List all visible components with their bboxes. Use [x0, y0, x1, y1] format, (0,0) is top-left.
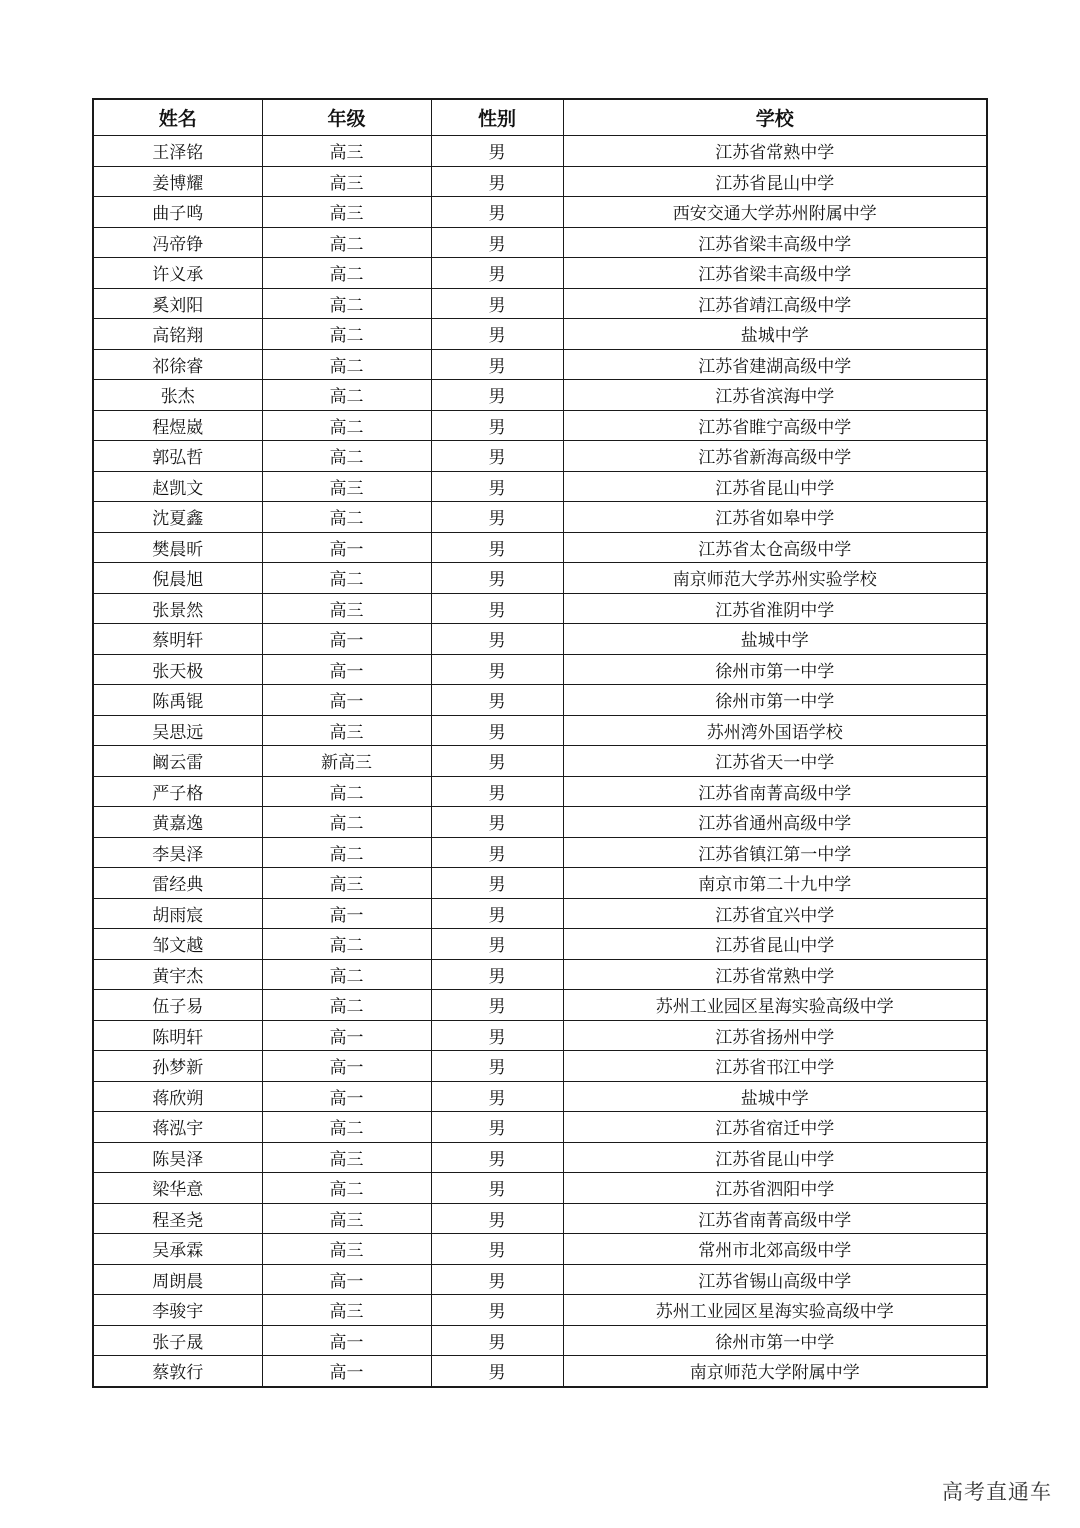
- cell-school: 苏州工业园区星海实验高级中学: [563, 1295, 987, 1326]
- cell-gender: 男: [431, 746, 563, 777]
- cell-grade: 高二: [262, 1173, 431, 1204]
- cell-name: 程煜崴: [93, 410, 262, 441]
- header-row: [93, 99, 987, 136]
- cell-name: 高铭翔: [93, 319, 262, 350]
- cell-gender: 男: [431, 319, 563, 350]
- cell-name: 王泽铭: [93, 136, 262, 167]
- cell-name: 祁徐睿: [93, 349, 262, 380]
- table-row: [93, 1295, 987, 1326]
- cell-gender: 男: [431, 197, 563, 228]
- cell-gender: 男: [431, 1264, 563, 1295]
- cell-grade: 新高三: [262, 746, 431, 777]
- cell-name: 黄嘉逸: [93, 807, 262, 838]
- cell-grade: 高三: [262, 715, 431, 746]
- cell-gender: 男: [431, 532, 563, 563]
- cell-school: 江苏省建湖高级中学: [563, 349, 987, 380]
- cell-name: 张子晟: [93, 1325, 262, 1356]
- table-row: [93, 471, 987, 502]
- cell-grade: 高三: [262, 471, 431, 502]
- cell-grade: 高一: [262, 1264, 431, 1295]
- cell-name: 蒋欣朔: [93, 1081, 262, 1112]
- cell-gender: 男: [431, 1112, 563, 1143]
- cell-grade: 高二: [262, 837, 431, 868]
- cell-grade: 高二: [262, 807, 431, 838]
- cell-gender: 男: [431, 410, 563, 441]
- cell-gender: 男: [431, 624, 563, 655]
- cell-name: 邹文越: [93, 929, 262, 960]
- cell-grade: 高一: [262, 532, 431, 563]
- cell-gender: 男: [431, 1020, 563, 1051]
- cell-school: 江苏省昆山中学: [563, 1142, 987, 1173]
- cell-name: 陈明轩: [93, 1020, 262, 1051]
- cell-gender: 男: [431, 1234, 563, 1265]
- cell-grade: 高三: [262, 1234, 431, 1265]
- cell-grade: 高二: [262, 227, 431, 258]
- column-header-gender: 性别: [431, 99, 563, 136]
- cell-grade: 高二: [262, 1112, 431, 1143]
- cell-school: 苏州湾外国语学校: [563, 715, 987, 746]
- cell-school: 江苏省南菁高级中学: [563, 776, 987, 807]
- cell-name: 雷经典: [93, 868, 262, 899]
- cell-school: 盐城中学: [563, 319, 987, 350]
- cell-gender: 男: [431, 502, 563, 533]
- cell-name: 曲子鸣: [93, 197, 262, 228]
- cell-gender: 男: [431, 1173, 563, 1204]
- table-row: [93, 502, 987, 533]
- cell-school: 江苏省太仓高级中学: [563, 532, 987, 563]
- cell-gender: 男: [431, 380, 563, 411]
- cell-name: 蔡敦行: [93, 1356, 262, 1387]
- cell-name: 陈昊泽: [93, 1142, 262, 1173]
- cell-gender: 男: [431, 654, 563, 685]
- table-row: [93, 929, 987, 960]
- table-row: [93, 563, 987, 594]
- table-row: [93, 1203, 987, 1234]
- cell-name: 孙梦新: [93, 1051, 262, 1082]
- cell-school: 江苏省靖江高级中学: [563, 288, 987, 319]
- cell-grade: 高一: [262, 1356, 431, 1387]
- cell-gender: 男: [431, 1051, 563, 1082]
- cell-grade: 高一: [262, 685, 431, 716]
- cell-school: 江苏省锡山高级中学: [563, 1264, 987, 1295]
- cell-grade: 高三: [262, 868, 431, 899]
- cell-school: 江苏省通州高级中学: [563, 807, 987, 838]
- cell-gender: 男: [431, 136, 563, 167]
- cell-school: 盐城中学: [563, 624, 987, 655]
- cell-school: 徐州市第一中学: [563, 685, 987, 716]
- cell-gender: 男: [431, 868, 563, 899]
- table-row: [93, 349, 987, 380]
- cell-grade: 高二: [262, 563, 431, 594]
- table-row: [93, 868, 987, 899]
- cell-school: 江苏省天一中学: [563, 746, 987, 777]
- cell-name: 奚刘阳: [93, 288, 262, 319]
- cell-gender: 男: [431, 166, 563, 197]
- cell-name: 伍子易: [93, 990, 262, 1021]
- table-row: [93, 685, 987, 716]
- watermark-text: 高考直通车: [942, 1480, 1052, 1504]
- table-row: [93, 1264, 987, 1295]
- cell-grade: 高三: [262, 1295, 431, 1326]
- cell-grade: 高二: [262, 319, 431, 350]
- cell-gender: 男: [431, 441, 563, 472]
- cell-school: 江苏省滨海中学: [563, 380, 987, 411]
- cell-name: 张天极: [93, 654, 262, 685]
- cell-gender: 男: [431, 1081, 563, 1112]
- cell-grade: 高三: [262, 593, 431, 624]
- cell-school: 江苏省梁丰高级中学: [563, 258, 987, 289]
- cell-name: 陈禹锟: [93, 685, 262, 716]
- cell-name: 李昊泽: [93, 837, 262, 868]
- cell-school: 江苏省泗阳中学: [563, 1173, 987, 1204]
- cell-name: 梁华意: [93, 1173, 262, 1204]
- cell-school: 盐城中学: [563, 1081, 987, 1112]
- cell-grade: 高二: [262, 776, 431, 807]
- cell-gender: 男: [431, 807, 563, 838]
- cell-gender: 男: [431, 288, 563, 319]
- cell-name: 张杰: [93, 380, 262, 411]
- cell-grade: 高二: [262, 410, 431, 441]
- cell-school: 江苏省南菁高级中学: [563, 1203, 987, 1234]
- table-row: [93, 1112, 987, 1143]
- cell-school: 常州市北郊高级中学: [563, 1234, 987, 1265]
- cell-name: 赵凯文: [93, 471, 262, 502]
- cell-gender: 男: [431, 929, 563, 960]
- cell-name: 姜博耀: [93, 166, 262, 197]
- cell-school: 江苏省昆山中学: [563, 471, 987, 502]
- cell-grade: 高一: [262, 624, 431, 655]
- table-row: [93, 1020, 987, 1051]
- cell-name: 倪晨旭: [93, 563, 262, 594]
- cell-school: 江苏省常熟中学: [563, 959, 987, 990]
- table-row: [93, 197, 987, 228]
- cell-grade: 高二: [262, 990, 431, 1021]
- cell-name: 李骏宇: [93, 1295, 262, 1326]
- table-row: [93, 1234, 987, 1265]
- table-row: [93, 380, 987, 411]
- cell-gender: 男: [431, 1356, 563, 1387]
- cell-gender: 男: [431, 1295, 563, 1326]
- cell-name: 蔡明轩: [93, 624, 262, 655]
- cell-name: 阚云雷: [93, 746, 262, 777]
- table-row: [93, 1325, 987, 1356]
- cell-name: 沈夏鑫: [93, 502, 262, 533]
- table-row: [93, 227, 987, 258]
- cell-gender: 男: [431, 258, 563, 289]
- cell-school: 江苏省宜兴中学: [563, 898, 987, 929]
- cell-gender: 男: [431, 837, 563, 868]
- cell-grade: 高三: [262, 197, 431, 228]
- cell-grade: 高一: [262, 1020, 431, 1051]
- cell-school: 江苏省昆山中学: [563, 929, 987, 960]
- table-row: [93, 837, 987, 868]
- table-row: [93, 288, 987, 319]
- cell-grade: 高二: [262, 349, 431, 380]
- table-row: [93, 319, 987, 350]
- cell-name: 樊晨昕: [93, 532, 262, 563]
- cell-name: 周朗晨: [93, 1264, 262, 1295]
- cell-gender: 男: [431, 685, 563, 716]
- cell-school: 江苏省扬州中学: [563, 1020, 987, 1051]
- cell-school: 南京师范大学附属中学: [563, 1356, 987, 1387]
- cell-gender: 男: [431, 898, 563, 929]
- cell-grade: 高一: [262, 898, 431, 929]
- cell-grade: 高二: [262, 288, 431, 319]
- cell-school: 江苏省昆山中学: [563, 166, 987, 197]
- cell-gender: 男: [431, 563, 563, 594]
- cell-name: 许义承: [93, 258, 262, 289]
- cell-gender: 男: [431, 1142, 563, 1173]
- cell-grade: 高三: [262, 136, 431, 167]
- table-row: [93, 654, 987, 685]
- table-row: [93, 441, 987, 472]
- column-header-school: 学校: [563, 99, 987, 136]
- cell-school: 南京市第二十九中学: [563, 868, 987, 899]
- table-row: [93, 807, 987, 838]
- table-row: [93, 746, 987, 777]
- cell-school: 江苏省新海高级中学: [563, 441, 987, 472]
- column-header-grade: 年级: [262, 99, 431, 136]
- table-row: [93, 898, 987, 929]
- cell-grade: 高一: [262, 1051, 431, 1082]
- cell-name: 冯帝铮: [93, 227, 262, 258]
- cell-school: 南京师范大学苏州实验学校: [563, 563, 987, 594]
- cell-name: 胡雨宸: [93, 898, 262, 929]
- cell-name: 张景然: [93, 593, 262, 624]
- cell-gender: 男: [431, 1325, 563, 1356]
- table-row: [93, 593, 987, 624]
- cell-name: 吴承霖: [93, 1234, 262, 1265]
- cell-name: 严子格: [93, 776, 262, 807]
- table-row: [93, 136, 987, 167]
- table-header: [93, 99, 987, 136]
- cell-school: 江苏省宿迁中学: [563, 1112, 987, 1143]
- cell-school: 江苏省睢宁高级中学: [563, 410, 987, 441]
- table-row: [93, 1356, 987, 1387]
- table-row: [93, 990, 987, 1021]
- table-row: [93, 410, 987, 441]
- cell-grade: 高二: [262, 380, 431, 411]
- table-row: [93, 1142, 987, 1173]
- cell-school: 江苏省淮阴中学: [563, 593, 987, 624]
- cell-grade: 高二: [262, 441, 431, 472]
- cell-school: 江苏省常熟中学: [563, 136, 987, 167]
- cell-grade: 高三: [262, 1203, 431, 1234]
- cell-name: 黄宇杰: [93, 959, 262, 990]
- cell-grade: 高二: [262, 258, 431, 289]
- cell-gender: 男: [431, 349, 563, 380]
- cell-grade: 高一: [262, 1081, 431, 1112]
- cell-school: 西安交通大学苏州附属中学: [563, 197, 987, 228]
- table-row: [93, 959, 987, 990]
- cell-grade: 高二: [262, 959, 431, 990]
- table-body: [93, 136, 987, 1387]
- table-row: [93, 532, 987, 563]
- student-table-container: [92, 98, 986, 1388]
- table-row: [93, 1173, 987, 1204]
- cell-name: 郭弘哲: [93, 441, 262, 472]
- cell-gender: 男: [431, 593, 563, 624]
- cell-name: 程圣尧: [93, 1203, 262, 1234]
- cell-school: 江苏省邗江中学: [563, 1051, 987, 1082]
- table-row: [93, 715, 987, 746]
- table-row: [93, 166, 987, 197]
- cell-gender: 男: [431, 1203, 563, 1234]
- cell-grade: 高一: [262, 654, 431, 685]
- table-row: [93, 776, 987, 807]
- cell-school: 徐州市第一中学: [563, 654, 987, 685]
- cell-grade: 高一: [262, 1325, 431, 1356]
- table-row: [93, 1081, 987, 1112]
- cell-gender: 男: [431, 959, 563, 990]
- student-table: [92, 98, 988, 1388]
- cell-name: 蒋泓宇: [93, 1112, 262, 1143]
- table-row: [93, 624, 987, 655]
- cell-grade: 高三: [262, 1142, 431, 1173]
- cell-school: 江苏省如皋中学: [563, 502, 987, 533]
- cell-school: 江苏省梁丰高级中学: [563, 227, 987, 258]
- table-row: [93, 258, 987, 289]
- cell-school: 徐州市第一中学: [563, 1325, 987, 1356]
- cell-school: 苏州工业园区星海实验高级中学: [563, 990, 987, 1021]
- table-row: [93, 1051, 987, 1082]
- cell-grade: 高二: [262, 502, 431, 533]
- cell-gender: 男: [431, 471, 563, 502]
- cell-gender: 男: [431, 715, 563, 746]
- column-header-name: 姓名: [93, 99, 262, 136]
- cell-grade: 高二: [262, 929, 431, 960]
- cell-gender: 男: [431, 776, 563, 807]
- cell-gender: 男: [431, 990, 563, 1021]
- cell-grade: 高三: [262, 166, 431, 197]
- cell-gender: 男: [431, 227, 563, 258]
- cell-school: 江苏省镇江第一中学: [563, 837, 987, 868]
- cell-name: 吴思远: [93, 715, 262, 746]
